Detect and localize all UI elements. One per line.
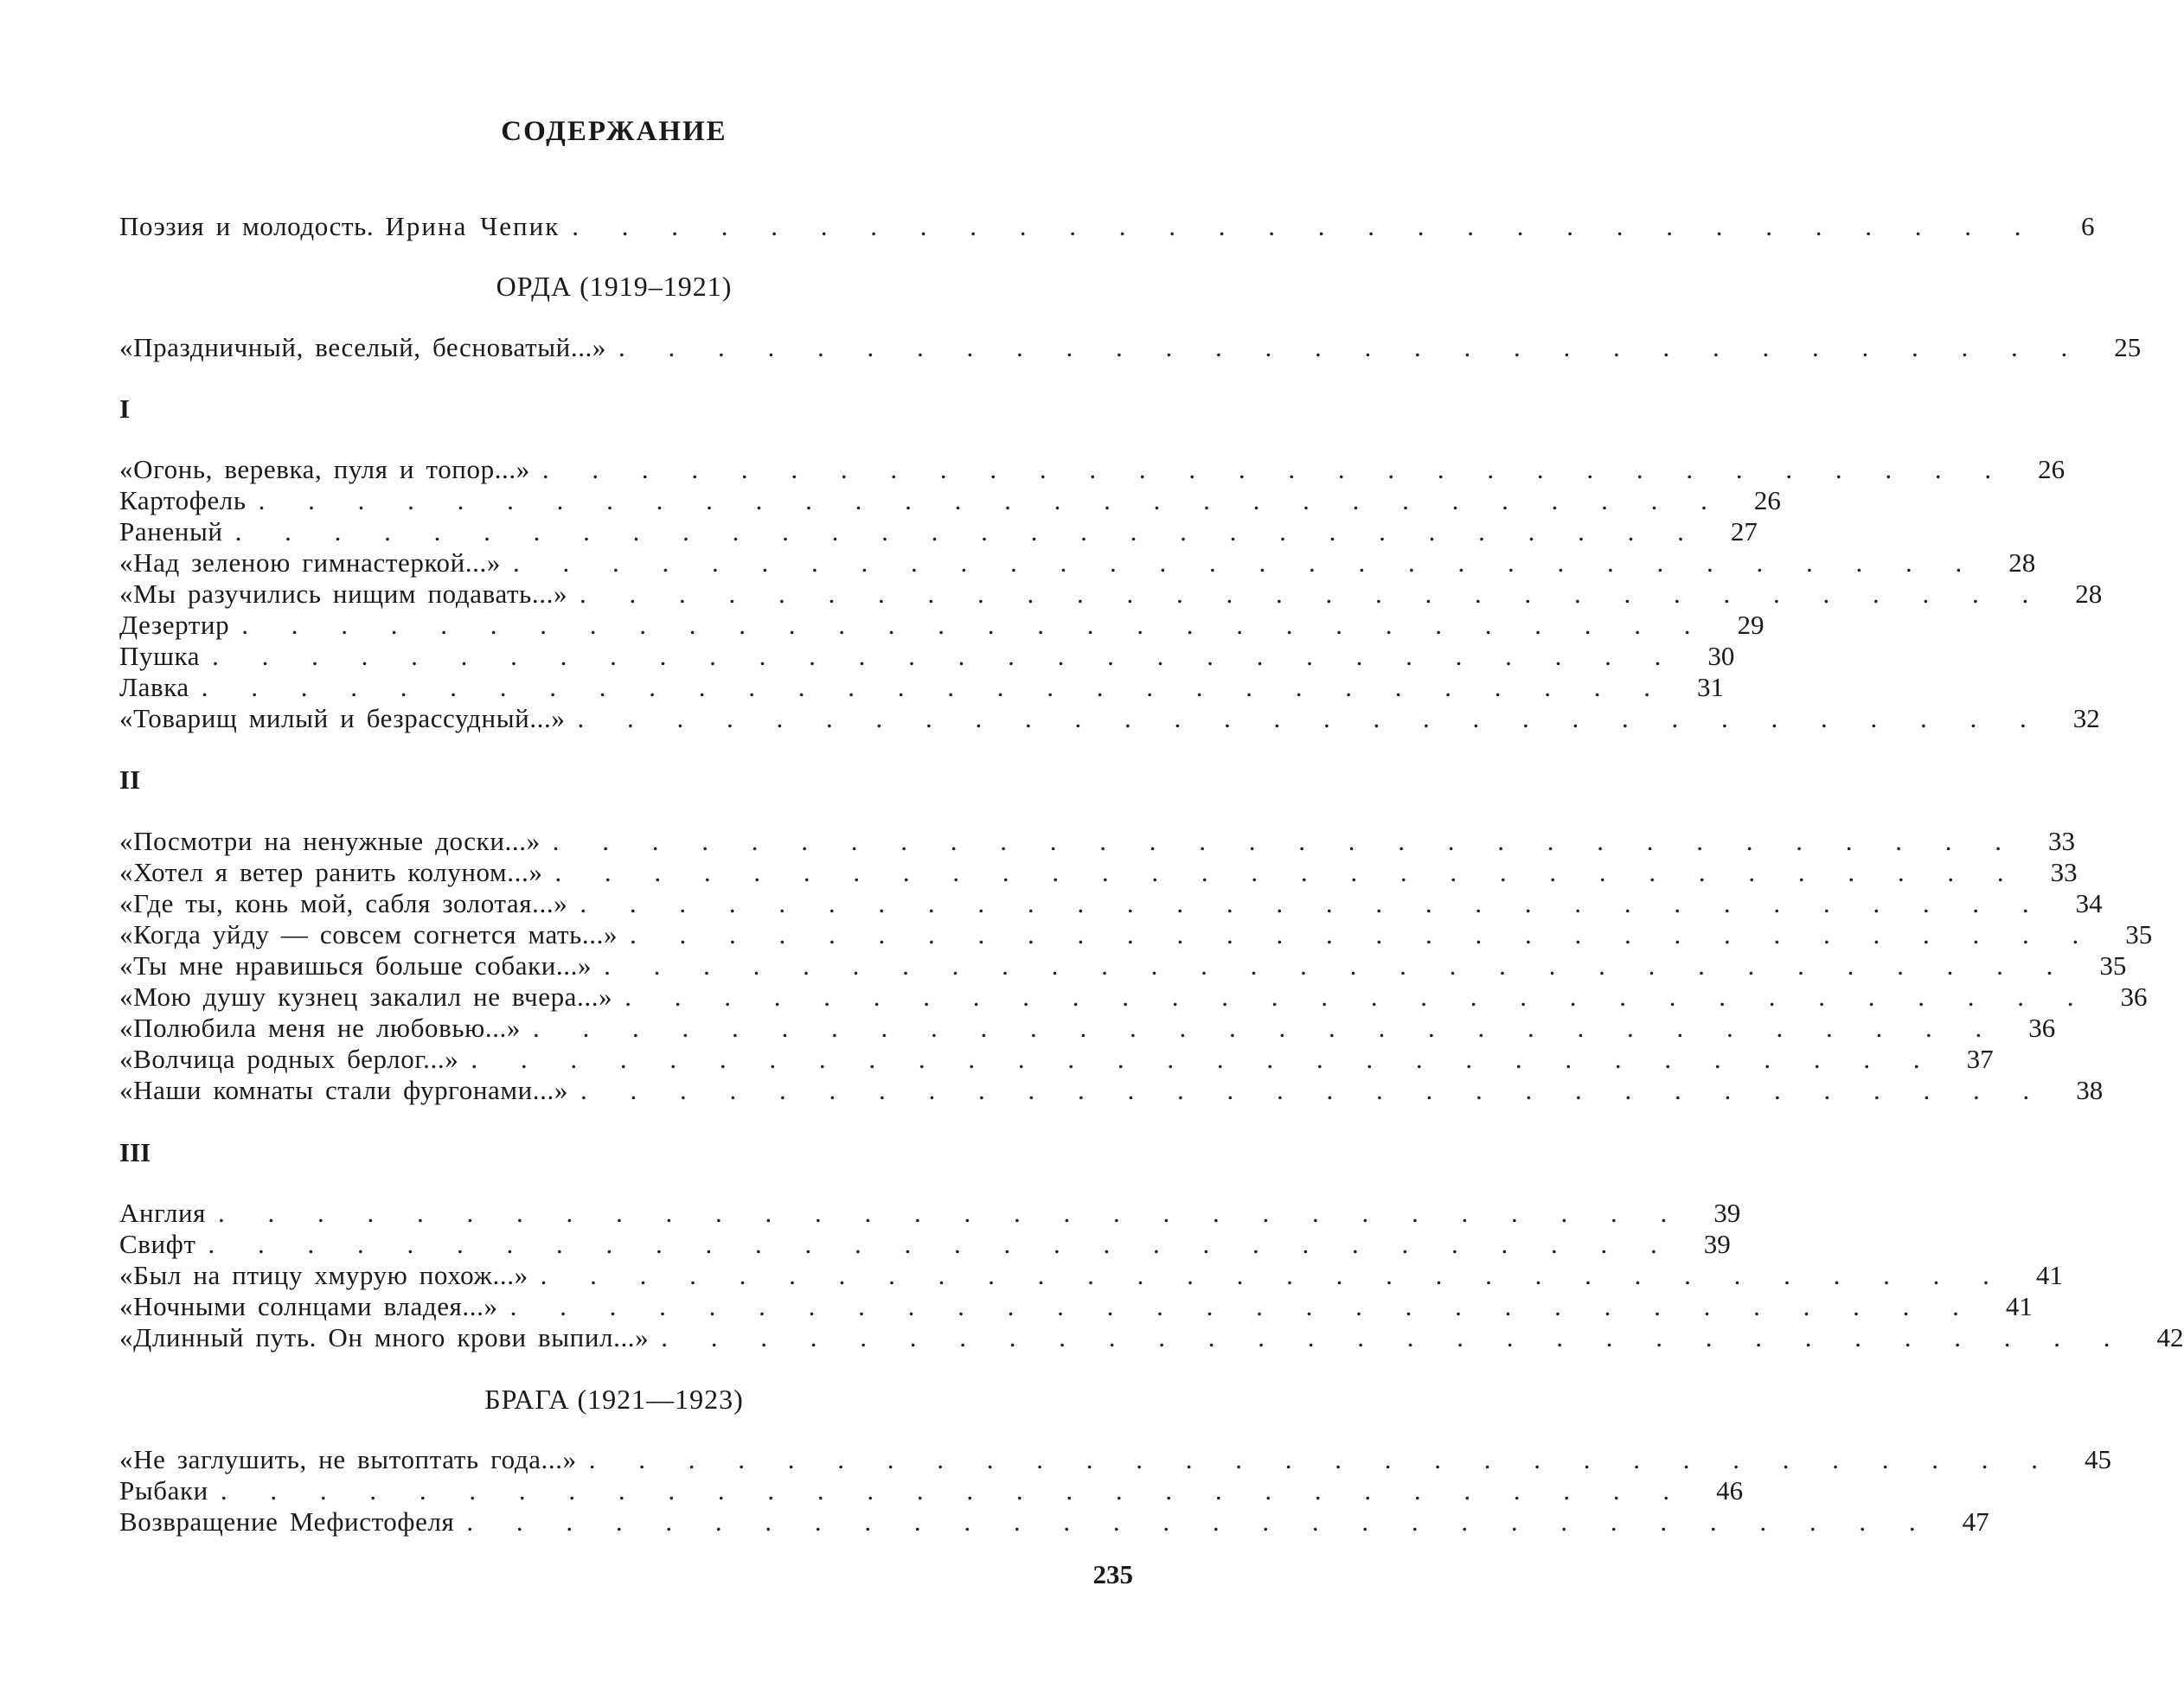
entry-page: 6 [2081, 211, 2095, 241]
leader-dots: . . . . . . . . . . . . . . . . . . . . . . . . . . . . . . [604, 950, 2072, 981]
leader-dots: . . . . . . . . . . . . . . . . . . . . . . . . . . . . . . [580, 579, 2047, 609]
entry-title: «Огонь, веревка, пуля и топор...» [119, 454, 530, 484]
entry-page: 41 [2035, 1260, 2063, 1290]
toc-entry [119, 1291, 2033, 1322]
leader-dots: . . . . . . . . . . . . . . . . . . . . . . . . . . . . . . [588, 1444, 2056, 1474]
toc-entry [119, 1229, 1731, 1260]
toc-entry [119, 981, 2148, 1013]
entry-page: 33 [2050, 857, 2078, 887]
leader-dots: . . . . . . . . . . . . . . . . . . . . . . . . . . . . . . [533, 1013, 2001, 1043]
entry-title: «Над зеленою гимнастеркой...» [119, 547, 501, 578]
leader-dots: . . . . . . . . . . . . . . . . . . . . . . . . . . . . . . [661, 1322, 2129, 1352]
toc-entry [119, 1506, 1989, 1538]
leader-dots: . . . . . . . . . . . . . . . . . . . . . . . . . . . . . . [218, 1198, 1686, 1228]
entry-page: 33 [2047, 826, 2075, 856]
entry-title: Пушка [119, 641, 201, 671]
toc-entry [119, 888, 2103, 919]
entry-page: 31 [1697, 672, 1725, 702]
entry-page: 38 [2076, 1075, 2104, 1105]
leader-dots: . . . . . . . . . . . . . . . . . . . . . . . . . . . . . . [208, 1229, 1675, 1259]
entry-title: Возвращение Мефистофеля [119, 1506, 455, 1537]
entry-title: «Длинный путь. Он много крови выпил...» [119, 1322, 650, 1352]
section-title: БРАГА (1921—1923) [484, 1384, 744, 1415]
leader-dots: . . . . . . . . . . . . . . . . . . . . . . . . . . . . . . [572, 211, 2040, 241]
entry-title: «Где ты, конь мой, сабля золотая...» [119, 888, 568, 918]
toc-entry [119, 919, 2153, 950]
leader-dots: . . . . . . . . . . . . . . . . . . . . . . . . . . . . . . [580, 1075, 2048, 1105]
leader-dots: . . . . . . . . . . . . . . . . . . . . . . . . . . . . . . [554, 857, 2022, 887]
entry-title: Рыбаки [119, 1475, 208, 1506]
entry-title: «Товарищ милый и безрассудный...» [119, 703, 566, 733]
entry-title: «Был на птицу хмурую похож...» [119, 1260, 528, 1290]
leader-dots: . . . . . . . . . . . . . . . . . . . . . . . . . . . . . . [258, 485, 1726, 515]
toc-entry [119, 579, 2103, 610]
section-title: ОРДА (1919–1921) [496, 271, 733, 302]
toc-entry [119, 454, 2066, 485]
entry-page: 35 [2125, 919, 2153, 950]
entry-page: 25 [2114, 332, 2142, 362]
leader-dots: . . . . . . . . . . . . . . . . . . . . . . . . . . . . . . [541, 454, 2010, 484]
toc-entry [119, 1260, 2063, 1291]
toc-entry [119, 211, 2095, 242]
entry-title: Дезертир [119, 610, 230, 640]
toc-entry [119, 857, 2078, 888]
entry-page: 27 [1730, 516, 1758, 547]
entry-author: Ирина Чепик [385, 211, 560, 241]
leader-dots: . . . . . . . . . . . . . . . . . . . . . . . . . . . . . . [618, 332, 2086, 362]
toc-entry [119, 332, 2142, 363]
entry-page: 39 [1703, 1229, 1731, 1259]
toc-entry [119, 1013, 2056, 1044]
leader-dots: . . . . . . . . . . . . . . . . . . . . . . . . . . . . . . [512, 547, 1981, 578]
entry-page: 30 [1707, 641, 1735, 671]
leader-dots: . . . . . . . . . . . . . . . . . . . . . . . . . . . . . . [509, 1291, 1977, 1321]
toc-entry [119, 1444, 2111, 1475]
toc-entry [119, 610, 1764, 641]
entry-title: «Волчица родных берлог...» [119, 1044, 459, 1074]
page-number: 235 [1092, 1559, 1133, 1589]
entry-title: «Ночными солнцами владея...» [119, 1291, 498, 1321]
entry-page: 29 [1737, 610, 1764, 640]
entry-page: 28 [2075, 579, 2103, 609]
entry-page: 47 [1962, 1506, 1989, 1537]
toc-entry [119, 672, 1725, 703]
leader-dots: . . . . . . . . . . . . . . . . . . . . . . . . . . . . . . [580, 888, 2047, 918]
entry-title: Картофель [119, 485, 247, 515]
entry-title: Поэзия и молодость. Ирина Чепик [119, 211, 560, 241]
entry-page: 26 [1753, 485, 1781, 515]
entry-page: 46 [1716, 1475, 1744, 1506]
toc-entry [119, 547, 2036, 579]
entry-title: Свифт [119, 1229, 196, 1259]
entry-title: «Когда уйду — совсем согнется мать...» [119, 919, 618, 950]
page-title: СОДЕРЖАНИЕ [501, 116, 727, 147]
leader-dots: . . . . . . . . . . . . . . . . . . . . . . . . . . . . . . [471, 1044, 1938, 1074]
toc-entry [119, 1198, 1741, 1229]
entry-title: «Не заглушить, не вытоптать года...» [119, 1444, 577, 1474]
leader-dots: . . . . . . . . . . . . . . . . . . . . . . . . . . . . . . [577, 703, 2045, 733]
entry-title: «Хотел я ветер ранить колуном...» [119, 857, 543, 887]
leader-dots: . . . . . . . . . . . . . . . . . . . . . . . . . . . . . . [466, 1506, 1934, 1537]
toc-entry [119, 826, 2075, 857]
toc-entry [119, 1322, 2184, 1353]
entry-page: 41 [2005, 1291, 2033, 1321]
toc-entry [119, 516, 1758, 547]
entry-page: 36 [2120, 981, 2148, 1012]
entry-page: 34 [2075, 888, 2103, 918]
entry-title: Раненый [119, 516, 223, 547]
toc-entry [119, 1075, 2104, 1106]
leader-dots: . . . . . . . . . . . . . . . . . . . . . . . . . . . . . . [234, 516, 1702, 547]
entry-page: 35 [2099, 950, 2127, 981]
entry-page: 39 [1713, 1198, 1741, 1228]
leader-dots: . . . . . . . . . . . . . . . . . . . . . . . . . . . . . . [241, 610, 1709, 640]
entry-page: 37 [1966, 1044, 1994, 1074]
entry-page: 28 [2008, 547, 2036, 578]
toc-entry [119, 641, 1735, 672]
entry-page: 32 [2072, 703, 2100, 733]
leader-dots: . . . . . . . . . . . . . . . . . . . . . . . . . . . . . . [201, 672, 1669, 702]
leader-dots: . . . . . . . . . . . . . . . . . . . . . . . . . . . . . . [220, 1475, 1688, 1506]
entry-title: «Мою душу кузнец закалил не вчера...» [119, 981, 613, 1012]
entry-page: 42 [2156, 1322, 2184, 1352]
toc-entry [119, 950, 2127, 981]
part-label: III [119, 1137, 151, 1167]
entry-title: «Наши комнаты стали фургонами...» [119, 1075, 568, 1105]
toc-entry [119, 1044, 1994, 1075]
part-label: II [119, 764, 141, 795]
entry-title: «Посмотри на ненужные доски...» [119, 826, 541, 856]
toc-entry [119, 1475, 1744, 1506]
entry-page: 36 [2028, 1013, 2056, 1043]
entry-title: Лавка [119, 672, 189, 702]
leader-dots: . . . . . . . . . . . . . . . . . . . . . . . . . . . . . . [624, 981, 2092, 1012]
entry-title: «Полюбила меня не любовью...» [119, 1013, 522, 1043]
leader-dots: . . . . . . . . . . . . . . . . . . . . . . . . . . . . . . [630, 919, 2098, 950]
part-label: I [119, 393, 131, 424]
entry-page: 45 [2084, 1444, 2111, 1474]
entry-title: «Мы разучились нищим подавать...» [119, 579, 568, 609]
toc-entry [119, 485, 1781, 516]
entry-title: Англия [119, 1198, 207, 1228]
entry-title: «Ты мне нравишься больше собаки...» [119, 950, 592, 981]
leader-dots: . . . . . . . . . . . . . . . . . . . . . . . . . . . . . . [540, 1260, 2008, 1290]
leader-dots: . . . . . . . . . . . . . . . . . . . . . . . . . . . . . . [212, 641, 1680, 671]
leader-dots: . . . . . . . . . . . . . . . . . . . . . . . . . . . . . . [552, 826, 2020, 856]
entry-page: 26 [2038, 454, 2066, 484]
entry-title: «Праздничный, веселый, бесноватый...» [119, 332, 606, 362]
toc-entry [119, 703, 2100, 734]
